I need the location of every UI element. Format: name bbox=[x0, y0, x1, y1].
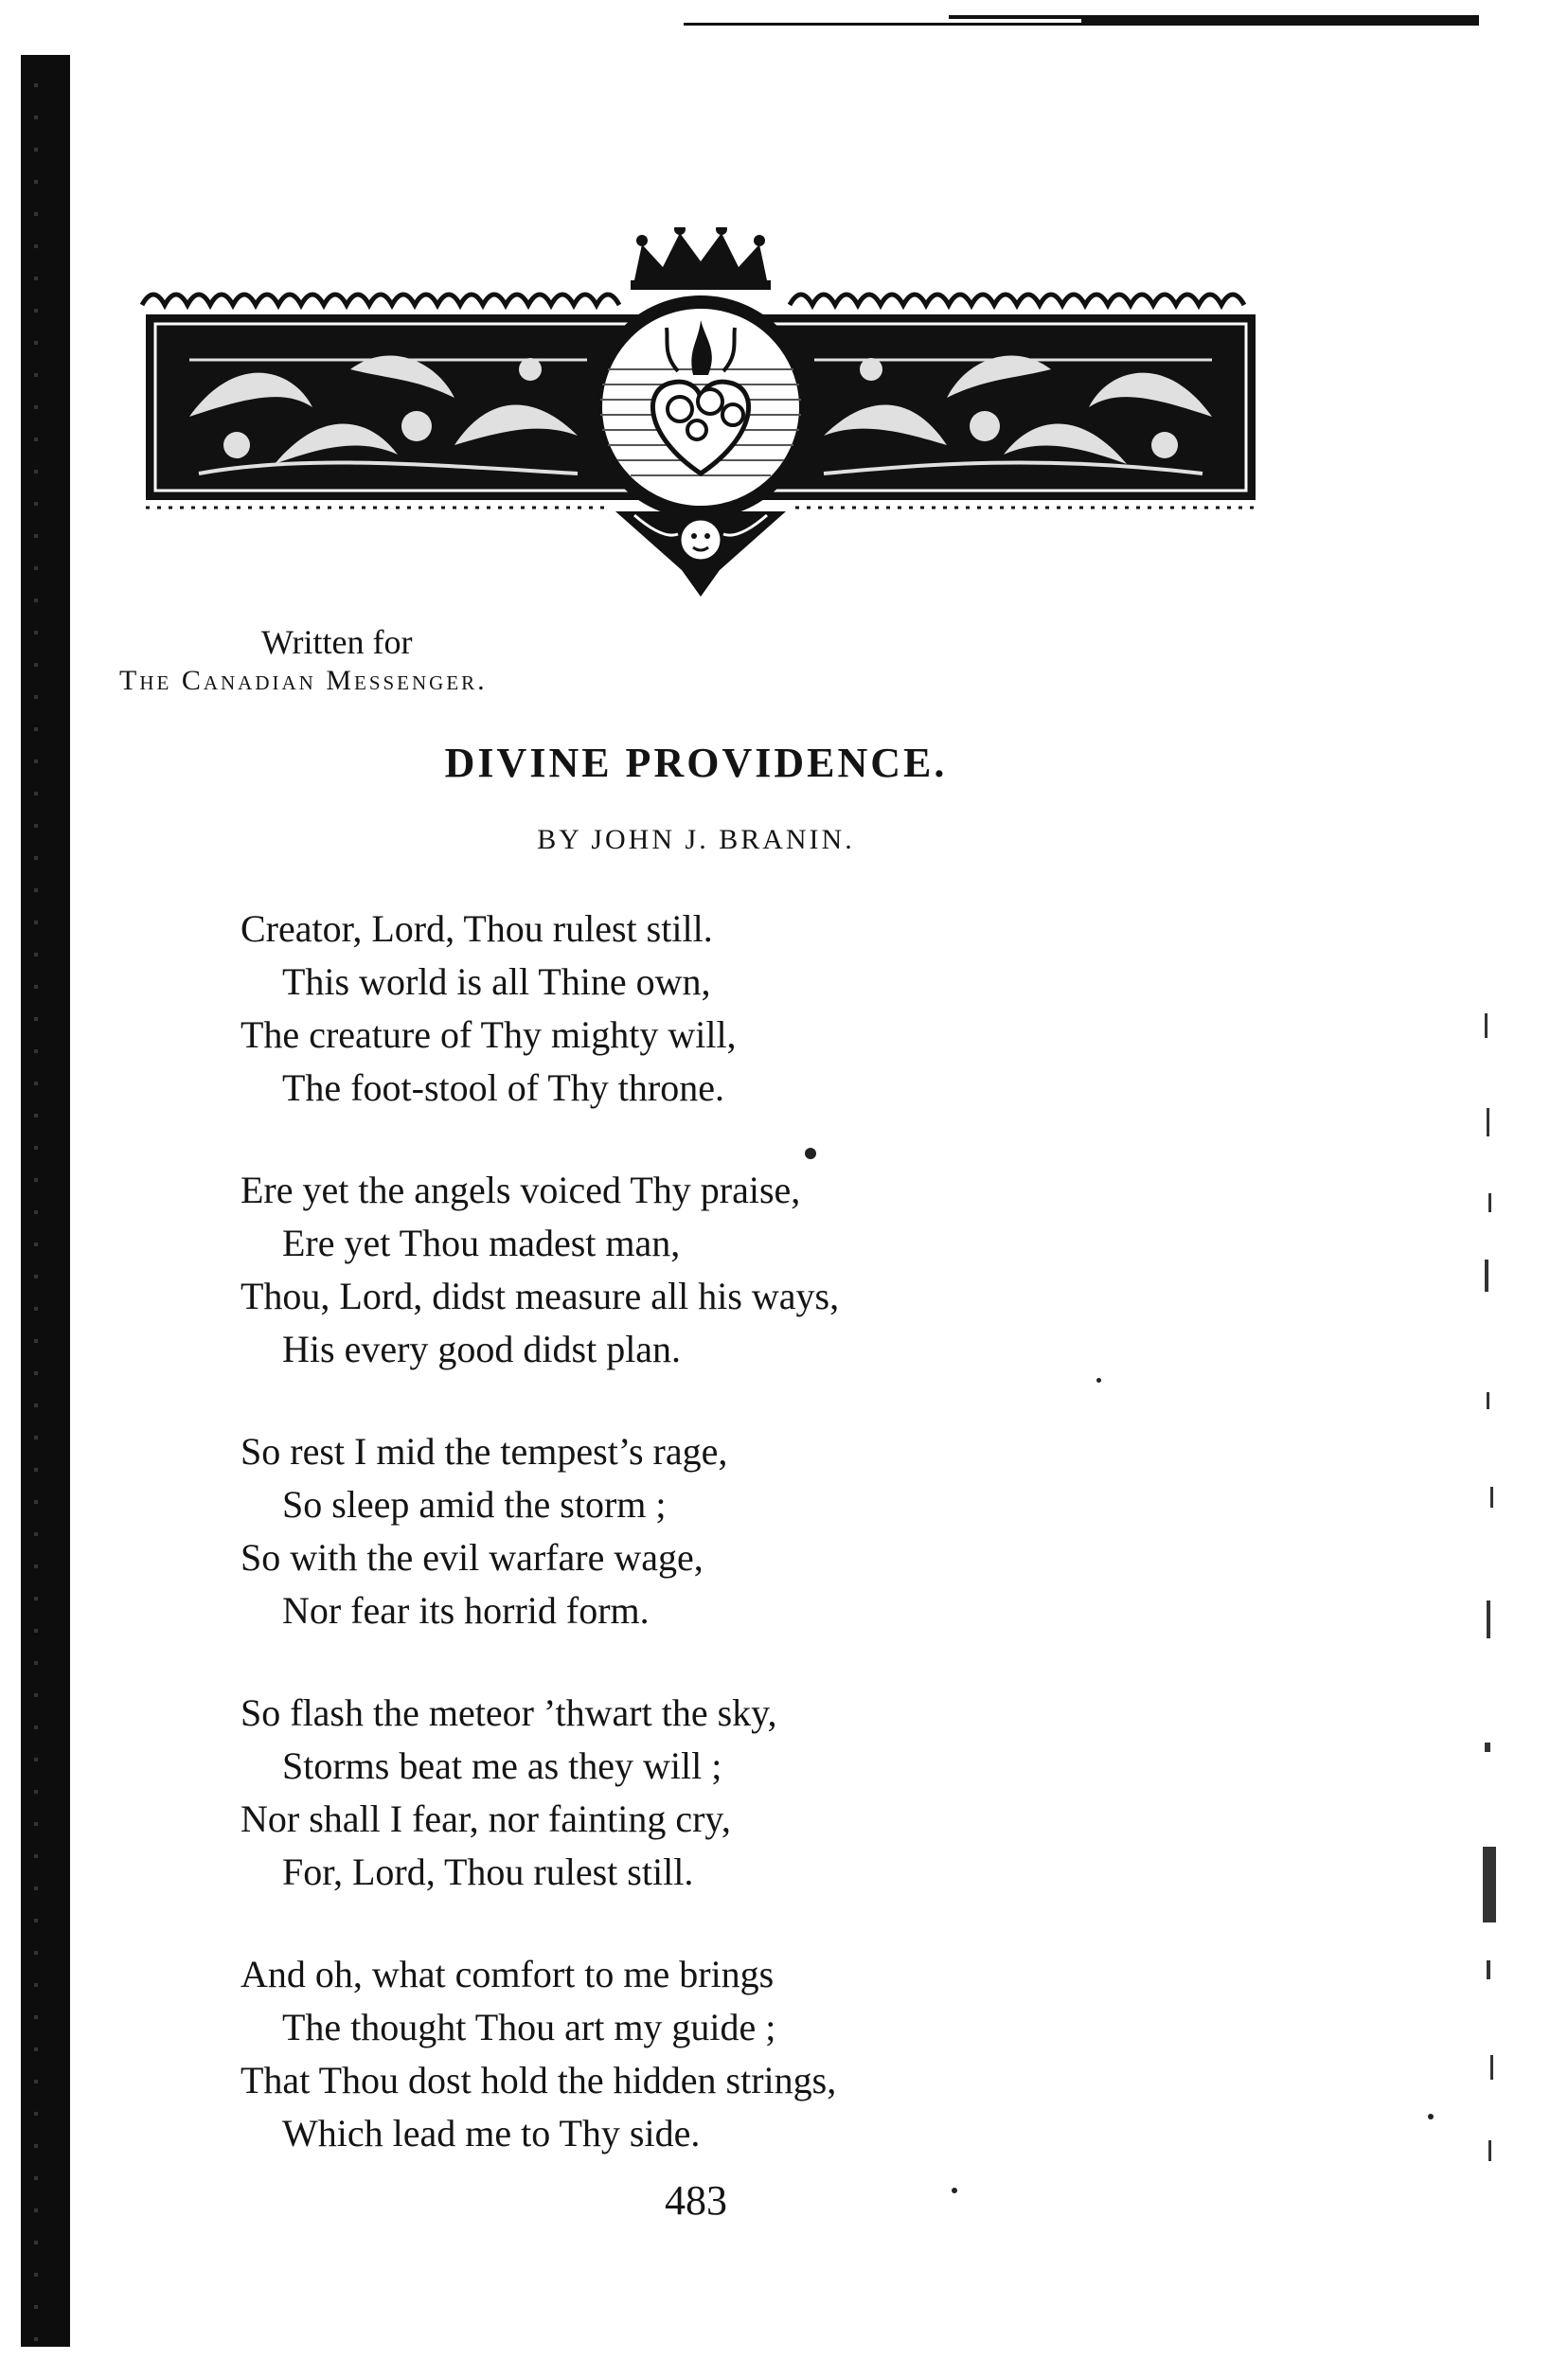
poem-line: The thought Thou art my guide ; bbox=[282, 2006, 776, 2048]
crown-icon bbox=[631, 227, 771, 290]
poem-line: Ere yet the angels voiced Thy praise, bbox=[241, 1169, 801, 1211]
poem-line: His every good didst plan. bbox=[282, 1328, 682, 1370]
top-rule bbox=[684, 13, 1479, 34]
stanza bbox=[241, 903, 1187, 1115]
poem-line: So rest I mid the tempest’s rage, bbox=[241, 1430, 728, 1473]
poem-title: DIVINE PROVIDENCE. bbox=[444, 740, 948, 786]
poem-line: So sleep amid the storm ; bbox=[282, 1483, 667, 1526]
poem-line: And oh, what comfort to me brings bbox=[241, 1953, 775, 1995]
stanza bbox=[241, 1687, 1187, 1899]
poem-line: Storms beat me as they will ; bbox=[282, 1744, 722, 1787]
stanza bbox=[241, 1425, 1187, 1637]
poem-line: This world is all Thine own, bbox=[282, 960, 711, 1003]
poem-line: Ere yet Thou madest man, bbox=[282, 1222, 681, 1264]
binding-edge bbox=[21, 55, 70, 2347]
poem-body bbox=[241, 903, 1187, 2209]
stanza bbox=[241, 1948, 1187, 2160]
poem-line: For, Lord, Thou rulest still. bbox=[282, 1850, 694, 1893]
sacred-heart-banner-icon bbox=[133, 227, 1269, 625]
cherub-pendant-icon bbox=[615, 511, 786, 597]
poem-line: Which lead me to Thy side. bbox=[282, 2112, 701, 2154]
stanza bbox=[241, 1164, 1187, 1376]
poem-line: The foot-stool of Thy throne. bbox=[282, 1066, 724, 1109]
sacred-heart-medallion bbox=[589, 295, 812, 519]
scan-speck bbox=[805, 1148, 816, 1159]
scan-speck bbox=[952, 2188, 957, 2193]
poem-line: So with the evil warfare wage, bbox=[241, 1536, 704, 1579]
poem-byline: BY JOHN J. BRANIN. bbox=[537, 824, 855, 855]
poem-line: Creator, Lord, Thou rulest still. bbox=[241, 907, 713, 950]
scan-speck bbox=[1428, 2114, 1434, 2119]
scan-speck bbox=[1096, 1378, 1101, 1383]
credit-written-for: Written for bbox=[261, 623, 413, 661]
poem-line: Nor fear its horrid form. bbox=[282, 1589, 650, 1632]
margin-scan-marks bbox=[1477, 994, 1534, 2226]
page-number: 483 bbox=[665, 2177, 727, 2224]
poem-line: The creature of Thy mighty will, bbox=[241, 1013, 737, 1056]
poem-line: So flash the meteor ’thwart the sky, bbox=[241, 1691, 777, 1734]
poem-line: Nor shall I fear, nor fainting cry, bbox=[241, 1797, 731, 1840]
credit-publication: The Canadian Messenger. bbox=[119, 665, 488, 696]
poem-line: Thou, Lord, didst measure all his ways, bbox=[241, 1275, 840, 1317]
poem-line: That Thou dost hold the hidden strings, bbox=[241, 2059, 837, 2101]
